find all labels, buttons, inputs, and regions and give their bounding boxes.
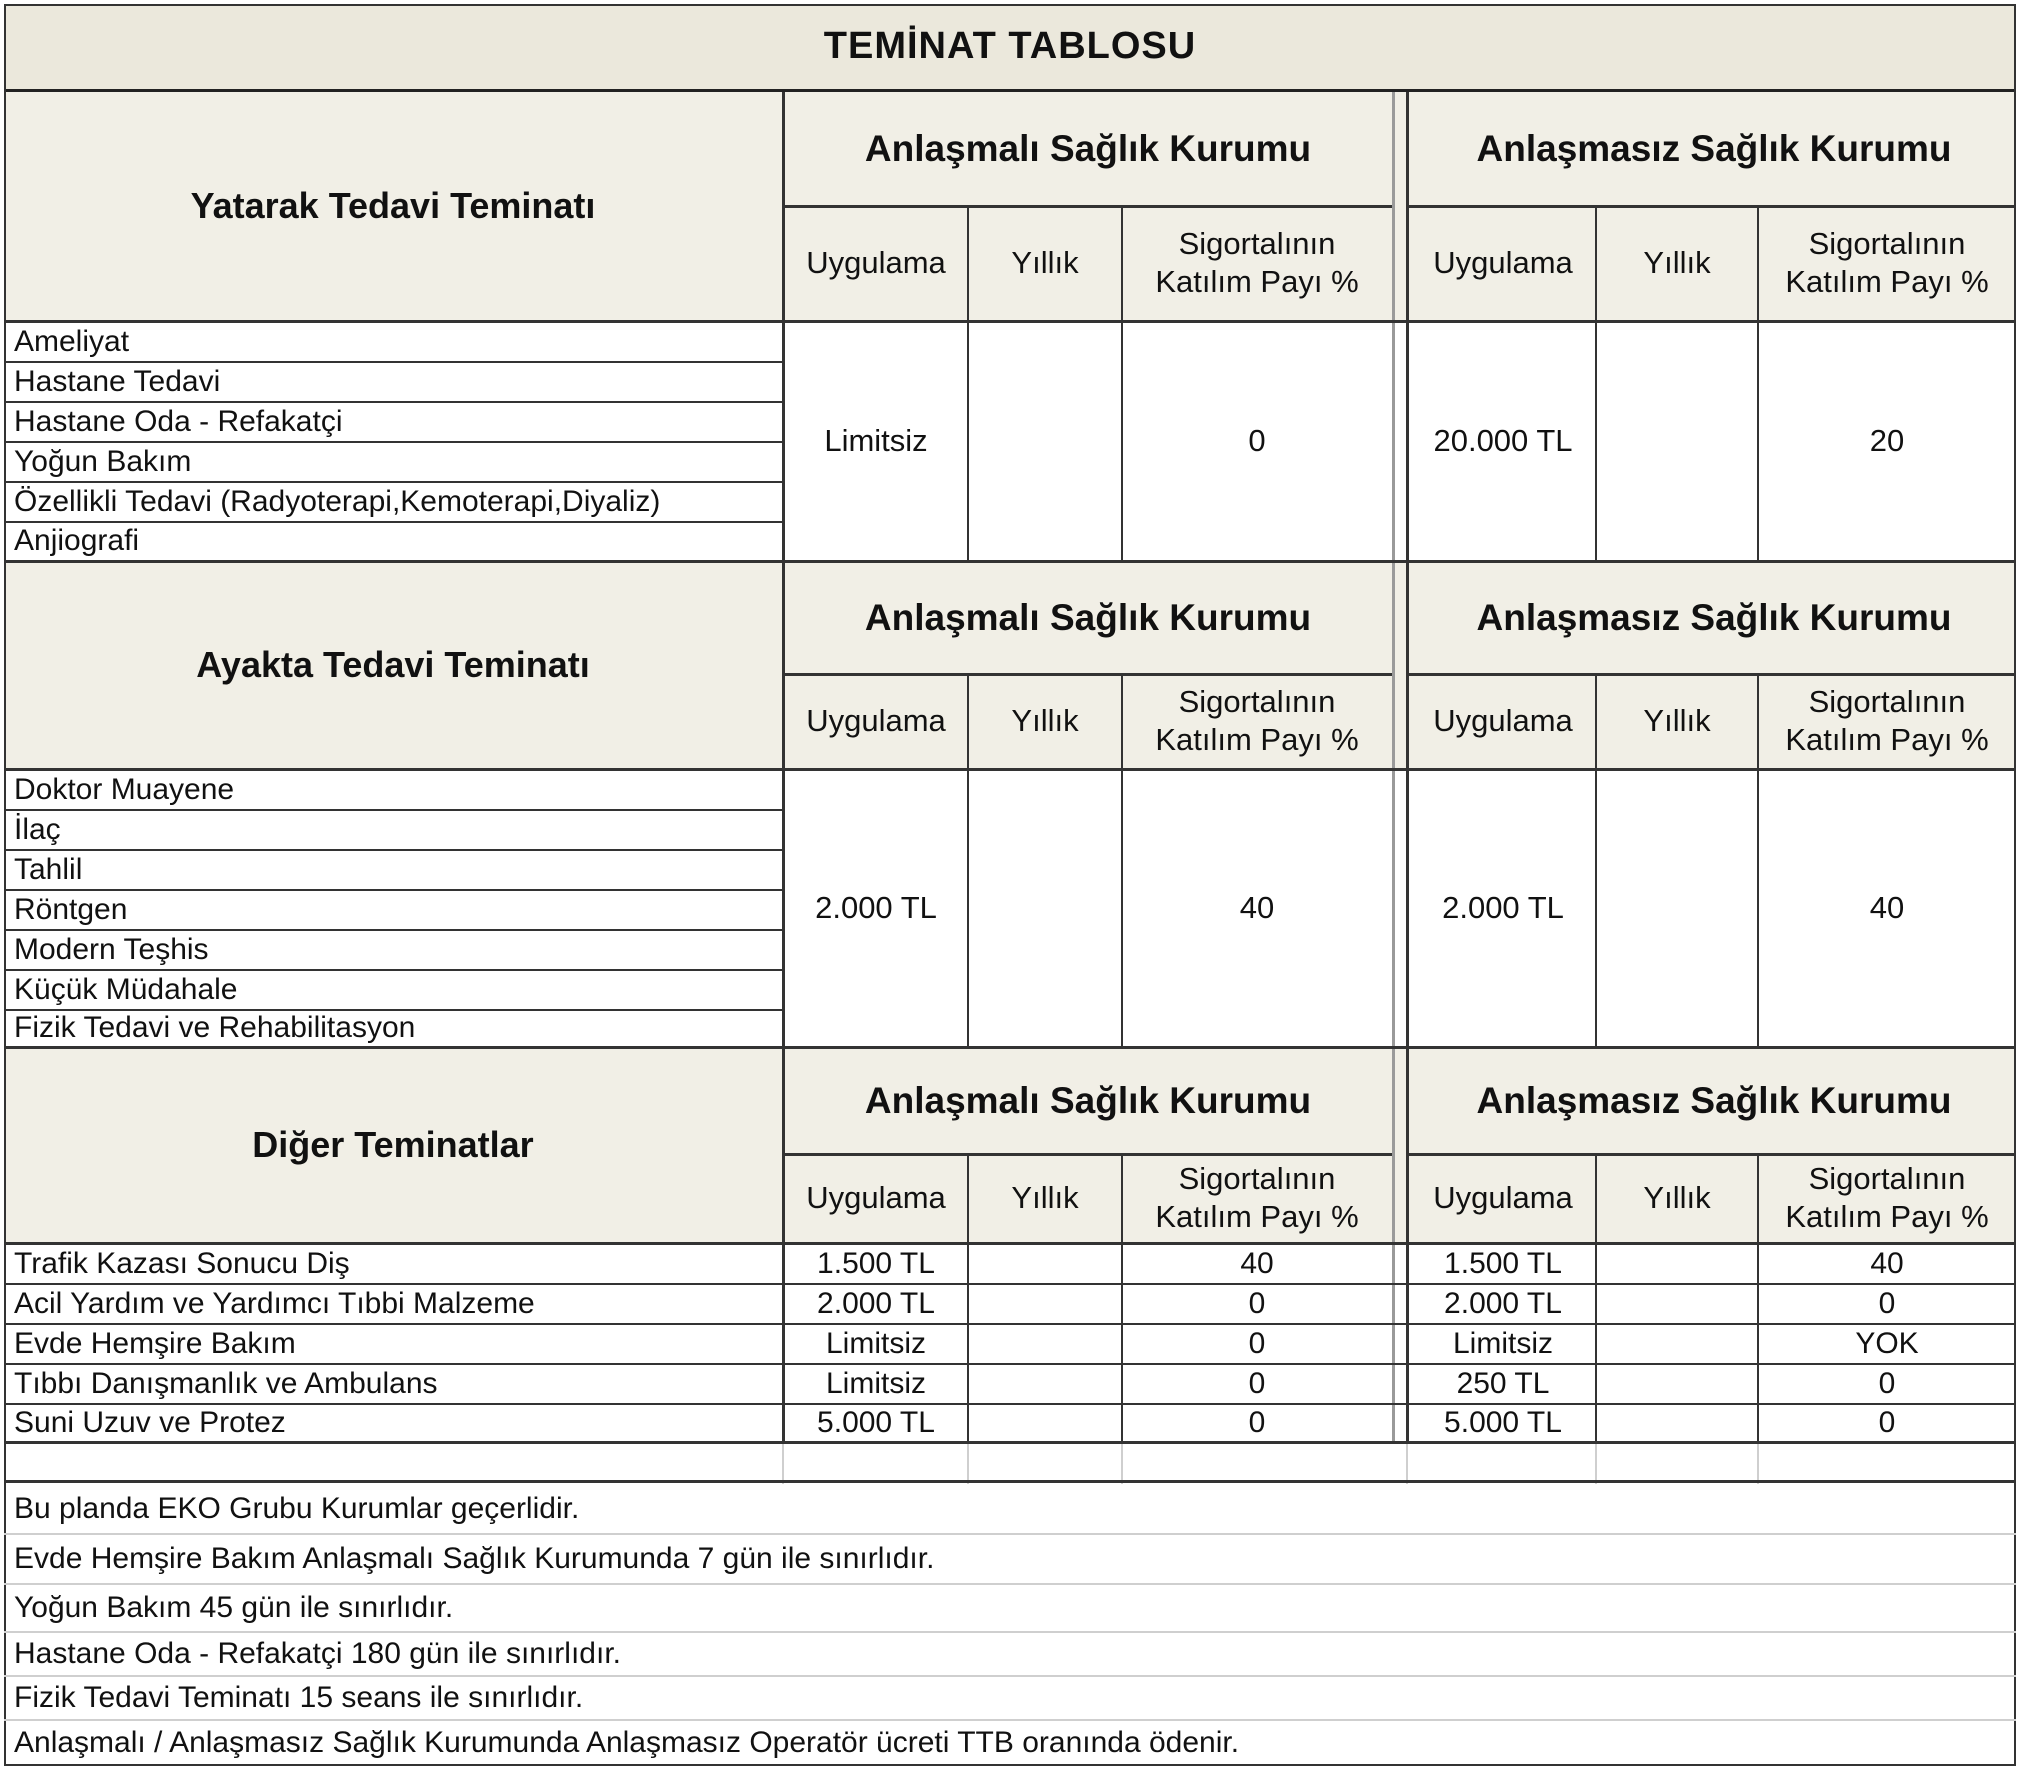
inpatient-c-annual-header: Yıllık bbox=[1011, 245, 1079, 280]
grid-line bbox=[4, 1046, 2016, 1049]
copay-line2: Katılım Payı % bbox=[1155, 1199, 1359, 1234]
copay-line2: Katılım Payı % bbox=[1155, 722, 1359, 757]
other-c-application: 2.000 TL bbox=[817, 1287, 935, 1320]
other-c-copay-header bbox=[1122, 1154, 1392, 1242]
outpatient-n-annual-header: Yıllık bbox=[1643, 703, 1711, 738]
grid-line bbox=[967, 206, 969, 322]
other-n-application-header: Uygulama bbox=[1433, 1180, 1573, 1215]
other-n-application: 1.500 TL bbox=[1444, 1247, 1562, 1280]
grid-line bbox=[4, 1283, 2016, 1285]
grid-line bbox=[1757, 206, 1759, 322]
grid-line bbox=[1121, 674, 1123, 770]
outpatient-c-copay-header bbox=[1122, 674, 1392, 768]
grid-line bbox=[2014, 4, 2016, 1766]
grid-line bbox=[4, 809, 782, 811]
grid-line bbox=[1757, 1442, 1759, 1484]
grid-line bbox=[4, 1764, 2016, 1766]
grid-line bbox=[1595, 1442, 1597, 1484]
grid-line bbox=[4, 4, 2016, 6]
other-n-copay: 40 bbox=[1870, 1247, 1904, 1280]
grid-line bbox=[1121, 1442, 1123, 1484]
other-c-copay: 0 bbox=[1248, 1367, 1266, 1400]
grid-line bbox=[1595, 1154, 1597, 1442]
grid-line bbox=[1595, 674, 1597, 770]
grid-line bbox=[1757, 674, 1759, 770]
grid-line bbox=[4, 1533, 2016, 1535]
other-contracted-header: Anlaşmalı Sağlık Kurumu bbox=[864, 1080, 1312, 1121]
other-n-annual bbox=[1596, 1404, 1758, 1442]
grid-line bbox=[967, 770, 969, 1048]
grid-line bbox=[4, 1675, 2016, 1677]
other-c-application-header: Uygulama bbox=[806, 1180, 946, 1215]
other-c-application: 5.000 TL bbox=[817, 1406, 935, 1439]
grid-line bbox=[967, 322, 969, 562]
other-c-copay: 0 bbox=[1248, 1406, 1266, 1439]
grid-line bbox=[1408, 1153, 2016, 1156]
inpatient-item: Ameliyat bbox=[14, 325, 130, 358]
grid-line bbox=[4, 849, 782, 851]
grid-line bbox=[4, 929, 782, 931]
grid-line bbox=[1408, 205, 2016, 208]
inpatient-n-annual bbox=[1596, 322, 1758, 560]
copay-line1: Sigortalının bbox=[1808, 1161, 1966, 1196]
grid-line bbox=[4, 1480, 2016, 1483]
outpatient-noncontracted-header: Anlaşmasız Sağlık Kurumu bbox=[1476, 597, 1952, 638]
grid-line bbox=[4, 889, 782, 891]
other-n-application: 2.000 TL bbox=[1444, 1287, 1562, 1320]
outpatient-n-application: 2.000 TL bbox=[1442, 890, 1564, 925]
grid-line bbox=[1757, 770, 1759, 1048]
grid-line bbox=[1408, 673, 2016, 676]
other-n-copay: YOK bbox=[1855, 1327, 1919, 1360]
inpatient-item: Hastane Tedavi bbox=[14, 365, 221, 398]
inpatient-c-application-header: Uygulama bbox=[806, 245, 946, 280]
outpatient-c-annual-header: Yıllık bbox=[1011, 703, 1079, 738]
note-line: Evde Hemşire Bakım Anlaşmalı Sağlık Kurumunda 7 gün ile sınırlıdır. bbox=[14, 1542, 935, 1575]
other-c-copay: 40 bbox=[1240, 1247, 1274, 1280]
other-c-annual bbox=[968, 1364, 1122, 1404]
grid-line bbox=[4, 481, 782, 483]
other-row-label: Acil Yardım ve Yardımcı Tıbbi Malzeme bbox=[14, 1287, 535, 1320]
note-line: Anlaşmalı / Anlaşmasız Sağlık Kurumunda Anlaşmasız Operatör ücreti TTB oranında ödenir. bbox=[14, 1726, 1240, 1759]
grid-line bbox=[4, 521, 782, 523]
outpatient-c-application-header: Uygulama bbox=[806, 703, 946, 738]
outpatient-item: Röntgen bbox=[14, 893, 128, 926]
inpatient-c-application: Limitsiz bbox=[824, 423, 928, 458]
grid-line bbox=[1595, 322, 1597, 562]
outpatient-item: Modern Teşhis bbox=[14, 933, 209, 966]
other-c-annual bbox=[968, 1404, 1122, 1442]
other-row-label: Suni Uzuv ve Protez bbox=[14, 1406, 286, 1439]
other-row-label: Trafik Kazası Sonucu Diş bbox=[14, 1247, 350, 1280]
outpatient-n-copay: 40 bbox=[1869, 890, 1905, 925]
copay-line1: Sigortalının bbox=[1808, 684, 1966, 719]
grid-line bbox=[4, 401, 782, 403]
copay-line2: Katılım Payı % bbox=[1785, 264, 1989, 299]
other-c-copay: 0 bbox=[1248, 1327, 1266, 1360]
inpatient-c-copay: 0 bbox=[1248, 423, 1266, 458]
inpatient-n-application-header: Uygulama bbox=[1433, 245, 1573, 280]
grid-line bbox=[4, 1441, 2016, 1444]
other-row-label: Evde Hemşire Bakım bbox=[14, 1327, 296, 1360]
grid-line bbox=[784, 1153, 1392, 1156]
grid-line bbox=[1392, 92, 1395, 1442]
grid-line bbox=[4, 4, 6, 1766]
grid-line bbox=[4, 320, 2016, 323]
grid-line bbox=[4, 560, 2016, 563]
inpatient-contracted-header: Anlaşmalı Sağlık Kurumu bbox=[864, 128, 1312, 169]
grid-line bbox=[782, 92, 785, 1442]
inpatient-title: Yatarak Tedavi Teminatı bbox=[190, 185, 596, 226]
inpatient-item: Özellikli Tedavi (Radyoterapi,Kemoterapi,Diyaliz) bbox=[14, 485, 661, 518]
inpatient-item: Hastane Oda - Refakatçi bbox=[14, 405, 343, 438]
copay-line1: Sigortalının bbox=[1178, 226, 1336, 261]
other-c-annual bbox=[968, 1324, 1122, 1364]
note-line: Hastane Oda - Refakatçi 180 gün ile sınırlıdır. bbox=[14, 1637, 621, 1670]
inpatient-n-application: 20.000 TL bbox=[1433, 423, 1573, 458]
grid-line bbox=[1595, 770, 1597, 1048]
grid-line bbox=[784, 673, 1392, 676]
other-c-annual bbox=[968, 1284, 1122, 1324]
grid-line bbox=[967, 1154, 969, 1442]
other-n-application: 5.000 TL bbox=[1444, 1406, 1562, 1439]
other-c-application: Limitsiz bbox=[825, 1327, 926, 1360]
other-n-annual bbox=[1596, 1364, 1758, 1404]
inpatient-item: Yoğun Bakım bbox=[14, 445, 192, 478]
grid-line bbox=[4, 1631, 2016, 1633]
outpatient-item: İlaç bbox=[14, 813, 61, 846]
grid-line bbox=[1595, 206, 1597, 322]
grid-line bbox=[4, 441, 782, 443]
grid-line bbox=[4, 1583, 2016, 1585]
other-c-application: 1.500 TL bbox=[817, 1247, 935, 1280]
grid-line bbox=[4, 1323, 2016, 1325]
table-title: TEMİNAT TABLOSU bbox=[4, 4, 2016, 92]
other-c-annual bbox=[968, 1244, 1122, 1284]
grid-line bbox=[4, 768, 2016, 771]
outpatient-contracted-header: Anlaşmalı Sağlık Kurumu bbox=[864, 597, 1312, 638]
grid-line bbox=[967, 1442, 969, 1484]
grid-line bbox=[1121, 770, 1123, 1048]
other-c-annual-header: Yıllık bbox=[1011, 1180, 1079, 1215]
inpatient-item: Anjiografi bbox=[14, 524, 140, 557]
inpatient-n-copay: 20 bbox=[1869, 423, 1905, 458]
outpatient-item: Fizik Tedavi ve Rehabilitasyon bbox=[14, 1011, 416, 1044]
copay-line2: Katılım Payı % bbox=[1155, 264, 1359, 299]
copay-line1: Sigortalının bbox=[1178, 1161, 1336, 1196]
other-n-annual bbox=[1596, 1244, 1758, 1284]
inpatient-n-annual-header: Yıllık bbox=[1643, 245, 1711, 280]
copay-line1: Sigortalının bbox=[1808, 226, 1966, 261]
grid-line bbox=[1757, 1154, 1759, 1442]
grid-line bbox=[1757, 322, 1759, 562]
outpatient-n-annual bbox=[1596, 770, 1758, 1046]
outpatient-item: Doktor Muayene bbox=[14, 773, 235, 806]
other-noncontracted-header: Anlaşmasız Sağlık Kurumu bbox=[1476, 1080, 1952, 1121]
outpatient-n-application-header: Uygulama bbox=[1433, 703, 1573, 738]
note-line: Fizik Tedavi Teminatı 15 seans ile sınırlıdır. bbox=[14, 1681, 584, 1714]
other-n-annual bbox=[1596, 1284, 1758, 1324]
note-line: Yoğun Bakım 45 gün ile sınırlıdır. bbox=[14, 1591, 454, 1624]
other-title: Diğer Teminatlar bbox=[252, 1124, 534, 1165]
grid-line bbox=[4, 361, 782, 363]
other-n-application: 250 TL bbox=[1456, 1367, 1550, 1400]
copay-line1: Sigortalının bbox=[1178, 684, 1336, 719]
inpatient-noncontracted-header: Anlaşmasız Sağlık Kurumu bbox=[1476, 128, 1952, 169]
outpatient-c-annual bbox=[968, 770, 1122, 1046]
other-row-label: Tıbbı Danışmanlık ve Ambulans bbox=[14, 1367, 438, 1400]
grid-line bbox=[1406, 92, 1409, 1442]
grid-line bbox=[967, 674, 969, 770]
grid-line bbox=[1121, 1154, 1123, 1442]
outpatient-c-copay: 40 bbox=[1239, 890, 1275, 925]
grid-line bbox=[782, 1442, 784, 1484]
grid-line bbox=[4, 1242, 2016, 1245]
other-n-annual bbox=[1596, 1324, 1758, 1364]
grid-line bbox=[1406, 1442, 1408, 1484]
grid-line bbox=[784, 205, 1392, 208]
grid-line bbox=[1121, 322, 1123, 562]
grid-line bbox=[1121, 206, 1123, 322]
grid-line bbox=[4, 1363, 2016, 1365]
copay-line2: Katılım Payı % bbox=[1785, 722, 1989, 757]
inpatient-n-copay-header bbox=[1758, 206, 2016, 320]
inpatient-c-annual bbox=[968, 322, 1122, 560]
inpatient-c-copay-header bbox=[1122, 206, 1392, 320]
grid-line bbox=[4, 1719, 2016, 1721]
outpatient-item: Küçük Müdahale bbox=[14, 973, 238, 1006]
outpatient-c-application: 2.000 TL bbox=[815, 890, 937, 925]
outpatient-title: Ayakta Tedavi Teminatı bbox=[196, 644, 590, 685]
other-c-application: Limitsiz bbox=[825, 1367, 926, 1400]
outpatient-item: Tahlil bbox=[14, 853, 83, 886]
outpatient-n-copay-header bbox=[1758, 674, 2016, 768]
other-n-copay-header bbox=[1758, 1154, 2016, 1242]
grid-line bbox=[4, 1009, 782, 1011]
other-c-copay: 0 bbox=[1248, 1287, 1266, 1320]
other-n-copay: 0 bbox=[1878, 1287, 1896, 1320]
other-n-annual-header: Yıllık bbox=[1643, 1180, 1711, 1215]
grid-line bbox=[4, 969, 782, 971]
other-n-copay: 0 bbox=[1878, 1367, 1896, 1400]
other-n-application: Limitsiz bbox=[1452, 1327, 1553, 1360]
note-line: Bu planda EKO Grubu Kurumlar geçerlidir. bbox=[14, 1492, 580, 1525]
other-n-copay: 0 bbox=[1878, 1406, 1896, 1439]
grid-line bbox=[4, 1403, 2016, 1405]
copay-line2: Katılım Payı % bbox=[1785, 1199, 1989, 1234]
